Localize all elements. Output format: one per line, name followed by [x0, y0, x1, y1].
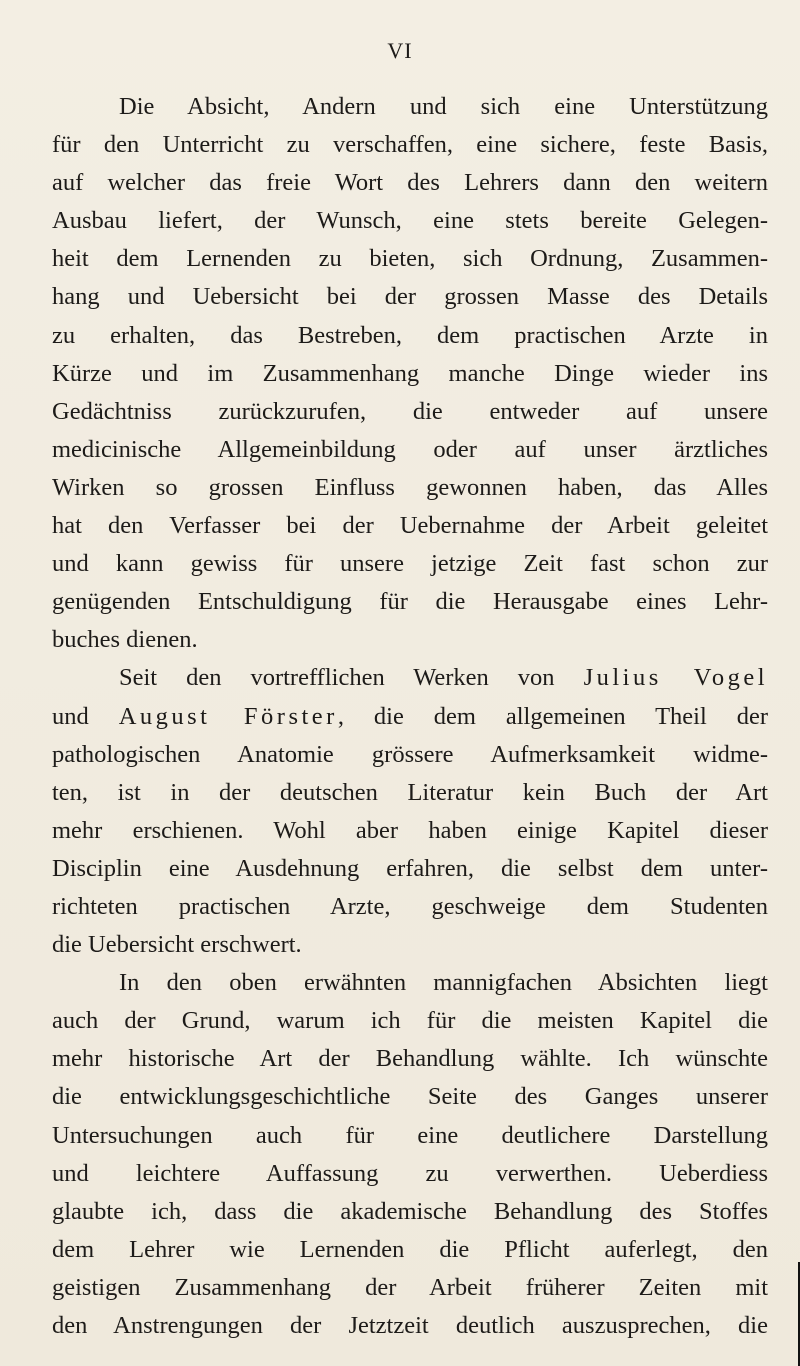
body-text [52, 88, 768, 1345]
text-line: hat den Verfasser bei der Uebernahme der Arbeit geleitet [52, 512, 768, 540]
text-line: den Anstrengungen der Jetztzeit deutlich auszusprechen, die [52, 1312, 768, 1339]
text-segment: Seit den vortrefflichen Werken von [119, 664, 555, 692]
text-line: die Uebersicht erschwert. [52, 931, 302, 959]
text-line: hang und Uebersicht bei der grossen Masse des Details [52, 283, 768, 311]
text-line: Kürze und im Zusammenhang manche Dinge wieder ins [52, 359, 768, 387]
text-segment: , die dem allgemeinen Theil der [337, 702, 768, 730]
text-line-with-names [52, 659, 768, 697]
text-line: und kann gewiss für unsere jetzige Zeit fast schon zur [52, 550, 768, 578]
text-line: die entwicklungsgeschichtliche Seite des Ganges unserer [52, 1083, 768, 1111]
author-name: Julius Vogel [583, 664, 769, 692]
text-line: geistigen Zusammenhang der Arbeit früherer Zeiten mit [52, 1273, 768, 1301]
text-line: Gedächtniss zurückzurufen, die entweder auf unsere [52, 397, 768, 425]
text-line: glaubte ich, dass die akademische Behandlung des Stoffes [52, 1197, 768, 1225]
text-line: dem Lehrer wie Lernenden die Pflicht auferlegt, den [52, 1235, 768, 1263]
text-line: ten, ist in der deutschen Literatur kein Buch der Art [52, 778, 768, 806]
text-line: Wirken so grossen Einfluss gewonnen haben, das Alles [52, 473, 768, 501]
text-line: In den oben erwähnten mannigfachen Absichten liegt [119, 969, 768, 997]
author-name: August Förster [118, 702, 338, 730]
text-line: und leichtere Auffassung zu verwerthen. Ueberdiess [52, 1159, 768, 1187]
text-line: genügenden Entschuldigung für die Herausgabe eines Lehr- [52, 588, 768, 616]
text-line: zu erhalten, das Bestreben, dem practischen Arzte in [52, 321, 768, 349]
text-line: Untersuchungen auch für eine deutlichere Darstellung [52, 1121, 768, 1149]
text-line: Disciplin eine Ausdehnung erfahren, die selbst dem unter- [52, 854, 768, 882]
text-line-with-names [52, 698, 768, 736]
text-line: auch der Grund, warum ich für die meisten Kapitel die [52, 1007, 768, 1035]
text-line: mehr erschienen. Wohl aber haben einige Kapitel dieser [52, 816, 768, 844]
text-line: richteten practischen Arzte, geschweige dem Studenten [52, 892, 768, 920]
text-segment: und [52, 702, 89, 730]
page-number: VI [387, 38, 413, 63]
text-line: Ausbau liefert, der Wunsch, eine stets bereite Gelegen- [52, 207, 768, 235]
text-line: für den Unterricht zu verschaffen, eine sichere, feste Basis, [52, 131, 768, 159]
text-line: mehr historische Art der Behandlung wählte. Ich wünschte [52, 1045, 768, 1073]
text-line: heit dem Lernenden zu bieten, sich Ordnung, Zusammen- [52, 245, 768, 273]
text-line: Die Absicht, Andern und sich eine Unterstützung [119, 93, 768, 120]
text-line: auf welcher das freie Wort des Lehrers dann den weitern [52, 169, 768, 197]
text-line: medicinische Allgemeinbildung oder auf unser ärztliches [52, 435, 768, 463]
text-line: buches dienen. [52, 626, 198, 654]
text-line: pathologischen Anatomie grössere Aufmerksamkeit widme- [52, 740, 768, 768]
